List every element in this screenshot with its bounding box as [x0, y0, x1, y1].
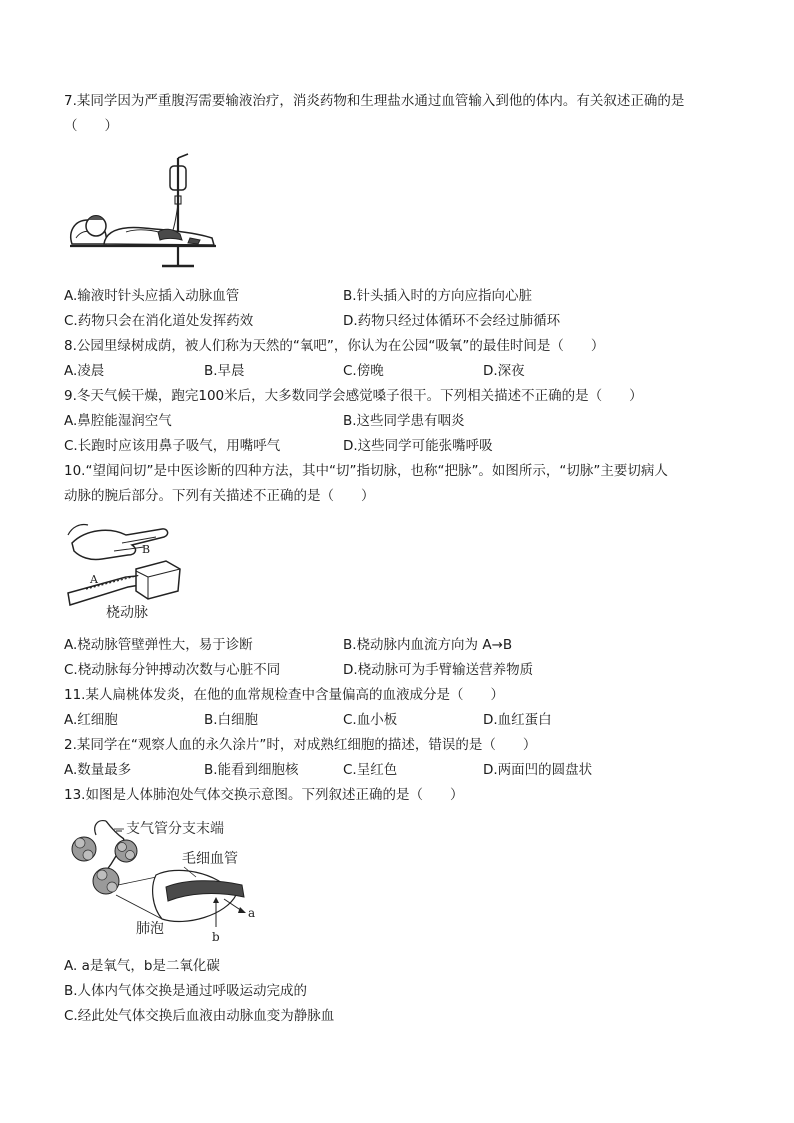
- q13-label-alveolus: 肺泡: [136, 921, 164, 937]
- q10-label-a: A: [90, 573, 98, 586]
- q12-stem: 2.某同学在“观察人血的永久涂片”时，对成熟红细胞的描述，错误的是（ ）: [64, 737, 537, 753]
- q11-option-d: D.血红蛋白: [483, 712, 552, 728]
- q8-option-d: D.深夜: [483, 363, 525, 379]
- q8-option-a: A.凌晨: [64, 363, 105, 379]
- q13-alveolus-figure: [66, 815, 266, 945]
- q9-option-c: C.长跑时应该用鼻子吸气，用嘴呼气: [64, 438, 281, 454]
- q10-stem-line2: 动脉的腕后部分。下列有关描述不正确的是（ ）: [64, 488, 375, 504]
- q9-stem: 9.冬天气候干燥，跑完100米后，大多数同学会感觉嗓子很干。下列相关描述不正确的是（ ）: [64, 388, 643, 404]
- q11-stem: 11.某人扁桃体发炎，在他的血常规检查中含量偏高的血液成分是（ ）: [64, 687, 504, 703]
- q13-label-bronchiole: 支气管分支末端: [126, 821, 224, 837]
- q8-stem: 8.公园里绿树成荫，被人们称为天然的“氧吧”，你认为在公园“吸氧”的最佳时间是（ ）: [64, 338, 605, 354]
- q8-option-b: B.早晨: [204, 363, 245, 379]
- q13-label-b: b: [212, 930, 220, 944]
- q7-option-a: A.输液时针头应插入动脉血管: [64, 288, 240, 304]
- q9-option-a: A.鼻腔能湿润空气: [64, 413, 172, 429]
- q10-option-d: D.桡动脉可为手臂输送营养物质: [343, 662, 534, 678]
- q12-option-b: B.能看到细胞核: [204, 762, 299, 778]
- q13-stem: 13.如图是人体肺泡处气体交换示意图。下列叙述正确的是（ ）: [64, 787, 464, 803]
- q7-option-b: B.针头插入时的方向应指向心脏: [343, 288, 533, 304]
- q13-label-a: a: [248, 906, 256, 920]
- q10-caption: 桡动脉: [106, 605, 148, 621]
- q11-option-c: C.血小板: [343, 712, 398, 728]
- q13-label-capillary: 毛细血管: [182, 851, 238, 867]
- q11-option-a: A.红细胞: [64, 712, 118, 728]
- q10-option-b: B.桡动脉内血流方向为 A→B: [343, 637, 513, 653]
- q11-option-b: B.白细胞: [204, 712, 259, 728]
- q7-option-c: C.药物只会在消化道处发挥药效: [64, 313, 254, 329]
- q13-option-a: A. a是氧气，b是二氧化碳: [64, 958, 220, 974]
- q13-option-b: B.人体内气体交换是通过呼吸运动完成的: [64, 983, 308, 999]
- q13-option-c: C.经此处气体交换后血液由动脉血变为静脉血: [64, 1008, 335, 1024]
- q7-option-d: D.药物只经过体循环不会经过肺循环: [343, 313, 561, 329]
- q7-paren: （ ）: [64, 118, 118, 134]
- q10-label-b: B: [142, 543, 151, 556]
- q9-option-b: B.这些同学患有咽炎: [343, 413, 465, 429]
- q10-option-a: A.桡动脉管壁弹性大，易于诊断: [64, 637, 253, 653]
- q10-pulse-figure: [66, 515, 186, 627]
- q7-stem: 7.某同学因为严重腹泻需要输液治疗，消炎药物和生理盐水通过血管输入到他的体内。有关叙述正确的是: [64, 93, 685, 109]
- q12-option-a: A.数量最多: [64, 762, 132, 778]
- q12-option-d: D.两面凹的圆盘状: [483, 762, 593, 778]
- q7-infusion-figure: [66, 148, 232, 272]
- q10-option-c: C.桡动脉每分钟搏动次数与心脏不同: [64, 662, 281, 678]
- q12-option-c: C.呈红色: [343, 762, 398, 778]
- q10-stem-line1: 10.“望闻问切”是中医诊断的四种方法，其中“切”指切脉，也称“把脉”。如图所示，“切脉”主要切病人: [64, 463, 668, 479]
- q9-option-d: D.这些同学可能张嘴呼吸: [343, 438, 493, 454]
- q8-option-c: C.傍晚: [343, 363, 384, 379]
